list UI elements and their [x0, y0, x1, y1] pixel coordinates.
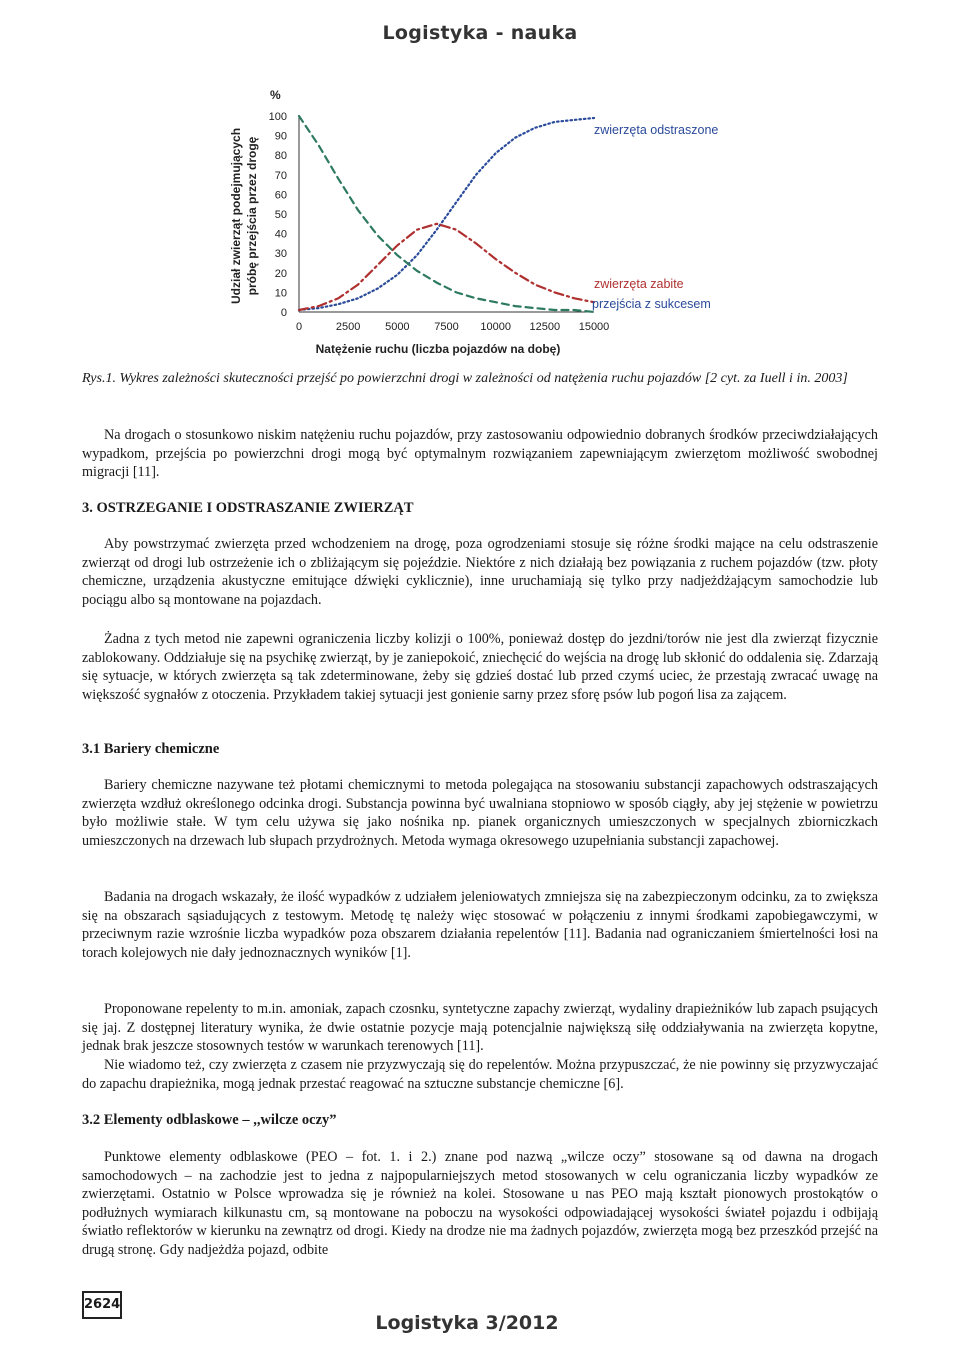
paragraph: Punktowe elementy odblaskowe (PEO – fot. 1. i 2.) znane pod nazwą „wilcze oczy” stosowane są od dawna na drogach samochodowych – na zachodzie jest to jedna z najpopularniejszych metod stosowanych w celu ograniczania liczby wypadków ze zwierzętami. Ostatnio w Polsce wprowadza się je również na kolei. Stosowane u nas PEO mają kształt pionowych prostokątów o podłużnych wymiarach kilkunastu cm, są montowane na poboczu na wysokości odpowiadającej wysokości świateł pojazdu i odbijają światło reflektorów w kierunku na zewnątrz od drogi. Kiedy na drodze nie ma żadnych pojazdów, zwierzęta mogą bez przeszkód przejść na drugą stronę. Gdy nadjeżdża pojazd, odbite — [82, 1149, 878, 1258]
section-3-1-body-3 — [82, 1000, 878, 1056]
paragraph: Aby powstrzymać zwierzęta przed wchodzeniem na drogę, poza ogrodzeniami stosuje się różne środki mające na celu odstraszenie zwierząt od drogi lub ostrzeżenie ich o zbliżającym się pojeździe. Niektóre z nich działają bez powiązania z ruchem pojazdów (tzw. płoty chemiczne, urządzenia akustyczne emitujące dźwięki cyklicznie), inne uruchamiają się tylko przy nadjeżdżającym samochodzie lub pociągu albo są montowane na pojazdach. — [82, 536, 878, 608]
paragraph: Badania na drogach wskazały, że ilość wypadków z udziałem jeleniowatych zmniejsza się na zabezpieczonym odcinku, za to zwiększa się na obszarach sąsiadujących z testowym. Metodę tę należy więc stosować w połączeniu z innymi środkami zapobiegawczymi, w przeciwnym razie wzrośnie liczba wypadków poza obszarem działania repelentów [11]. Badania nad ograniczaniem śmiertelności łosi na torach kolejowych nie dały jednoznacznych wyników [1]. — [82, 889, 878, 961]
x-tick-label: 7500 — [434, 321, 459, 333]
paragraph: Na drogach o stosunkowo niskim natężeniu ruchu pojazdów, przy zastosowaniu odpowiednio dobranych środków przeciwdziałających wypadkom, przejścia po powierzchni drogi mogą być optymalnym rozwiązaniem zapewniającym zwierzętom możliwość swobodnej migracji [11]. — [82, 427, 878, 481]
x-tick-label: 0 — [295, 321, 303, 333]
y-tick-label: 80 — [274, 150, 287, 163]
y-tick-label: 90 — [274, 130, 287, 143]
legend-sukces: przejścia z sukcesem — [592, 297, 711, 311]
traffic-chart — [220, 80, 719, 365]
paragraph: Proponowane repelenty to m.in. amoniak, zapach czosnku, syntetyczne zapachy zwierząt, wydaliny drapieżników lub zapach psujących się jaj. Z dostępnej literatury wynika, że dwie ostatnie pozycje mają potencjalnie największą siłę oddziaływania na zwierzęta kopytne, jednak brak jeszcze stosownych testów w warunkach terenowych [11]. — [82, 1001, 878, 1055]
paragraph: Nie wiadomo też, czy zwierzęta z czasem nie przyzwyczają się do repelentów. Można przypuszczać, że nie powinny się przyzwyczajać do zapachu drapieżnika, mogą jednak przestać reagować na sztuczne substancje chemiczne [6]. — [82, 1057, 878, 1092]
section-heading-3-2: 3.2 Elementy odblaskowe – ,,wilcze oczy” — [82, 1112, 337, 1128]
y-tick-label: 0 — [280, 307, 287, 319]
section-3-1-body-4 — [82, 1056, 878, 1093]
section-heading-3: 3. OSTRZEGANIE I ODSTRASZANIE ZWIERZĄT — [82, 500, 414, 516]
y-axis-title-line2: próbę przejścia przez drogę — [245, 136, 259, 296]
x-tick-label: 2500 — [335, 321, 361, 333]
section-3-2-body — [82, 1148, 878, 1260]
intro-paragraph — [82, 426, 878, 482]
y-unit-label: % — [270, 88, 281, 102]
section-heading-3-1: 3.1 Bariery chemiczne — [82, 741, 220, 757]
y-tick-label: 30 — [274, 248, 287, 261]
legend-odstraszone: zwierzęta odstraszone — [594, 123, 719, 137]
y-tick-label: 100 — [268, 111, 287, 123]
figure-caption: Rys.1. Wykres zależności skuteczności przejść po powierzchni drogi w zależności od natężenia ruchu pojazdów [2 cyt. za Iuell i in. 2003] — [82, 371, 848, 386]
y-tick-label: 40 — [274, 228, 287, 241]
x-tick-label: 15000 — [578, 321, 610, 333]
section-3-body-2 — [82, 630, 878, 704]
section-3-body — [82, 535, 878, 609]
running-footer: Logistyka 3/2012 — [375, 1312, 559, 1334]
y-tick-label: 20 — [274, 267, 287, 280]
x-tick-label: 12500 — [529, 321, 561, 333]
legend-zabite: zwierzęta zabite — [594, 277, 684, 291]
paragraph: Bariery chemiczne nazywane też płotami chemicznymi to metoda polegająca na stosowaniu substancji zapachowych odstraszających zwierzęta wzdłuż określonego odcinka drogi. Substancja powinna być uwalniana stopniowo w sposób ciągły, aby jej stężenie w powietrzu było możliwie stałe. W tym celu używa się jako nośnika np. pianek organicznych umieszczonych w specjalnych zbiorniczkach umieszczonych na drzewach lub słupach przydrożnych. Metoda wymaga okresowego uzupełniania substancji zapachowej. — [82, 777, 878, 849]
y-tick-label: 70 — [274, 169, 287, 182]
x-axis-title: Natężenie ruchu (liczba pojazdów na dobę) — [315, 342, 561, 356]
x-tick-label: 10000 — [480, 321, 511, 333]
section-3-1-body-2 — [82, 888, 878, 962]
x-tick-label: 5000 — [385, 321, 410, 333]
running-header: Logistyka - nauka — [382, 22, 578, 44]
series-line-1 — [299, 224, 594, 310]
paragraph: Żadna z tych metod nie zapewni ograniczenia liczby kolizji o 100%, ponieważ dostęp do jezdni/torów nie jest dla zwierząt fizycznie zablokowany. Oddziałuje się na psychikę zwierząt, by je zaniepokoić, zniechęcić do wejścia na drogę lub skłonić do oddalenia się. Zdarzają się sytuacje, w których zwierzęta są tak zdeterminowane, żeby się gdzieś dostać lub przed czymś uciec, że przestają zwracać uwagę na większość sygnałów z otoczenia. Przykładem takiej sytuacji jest gonienie sarny przez sforę psów lub pogoń lisa za zającem. — [82, 631, 878, 703]
section-3-1-body — [82, 776, 878, 850]
series-line-0 — [299, 118, 594, 310]
page-number: 2624 — [82, 1291, 122, 1319]
y-axis-title-line1: Udział zwierząt podejmujących — [229, 127, 243, 305]
y-tick-label: 10 — [274, 287, 287, 300]
y-tick-label: 60 — [274, 189, 287, 202]
y-tick-label: 50 — [274, 209, 287, 221]
series-line-2 — [299, 116, 594, 312]
